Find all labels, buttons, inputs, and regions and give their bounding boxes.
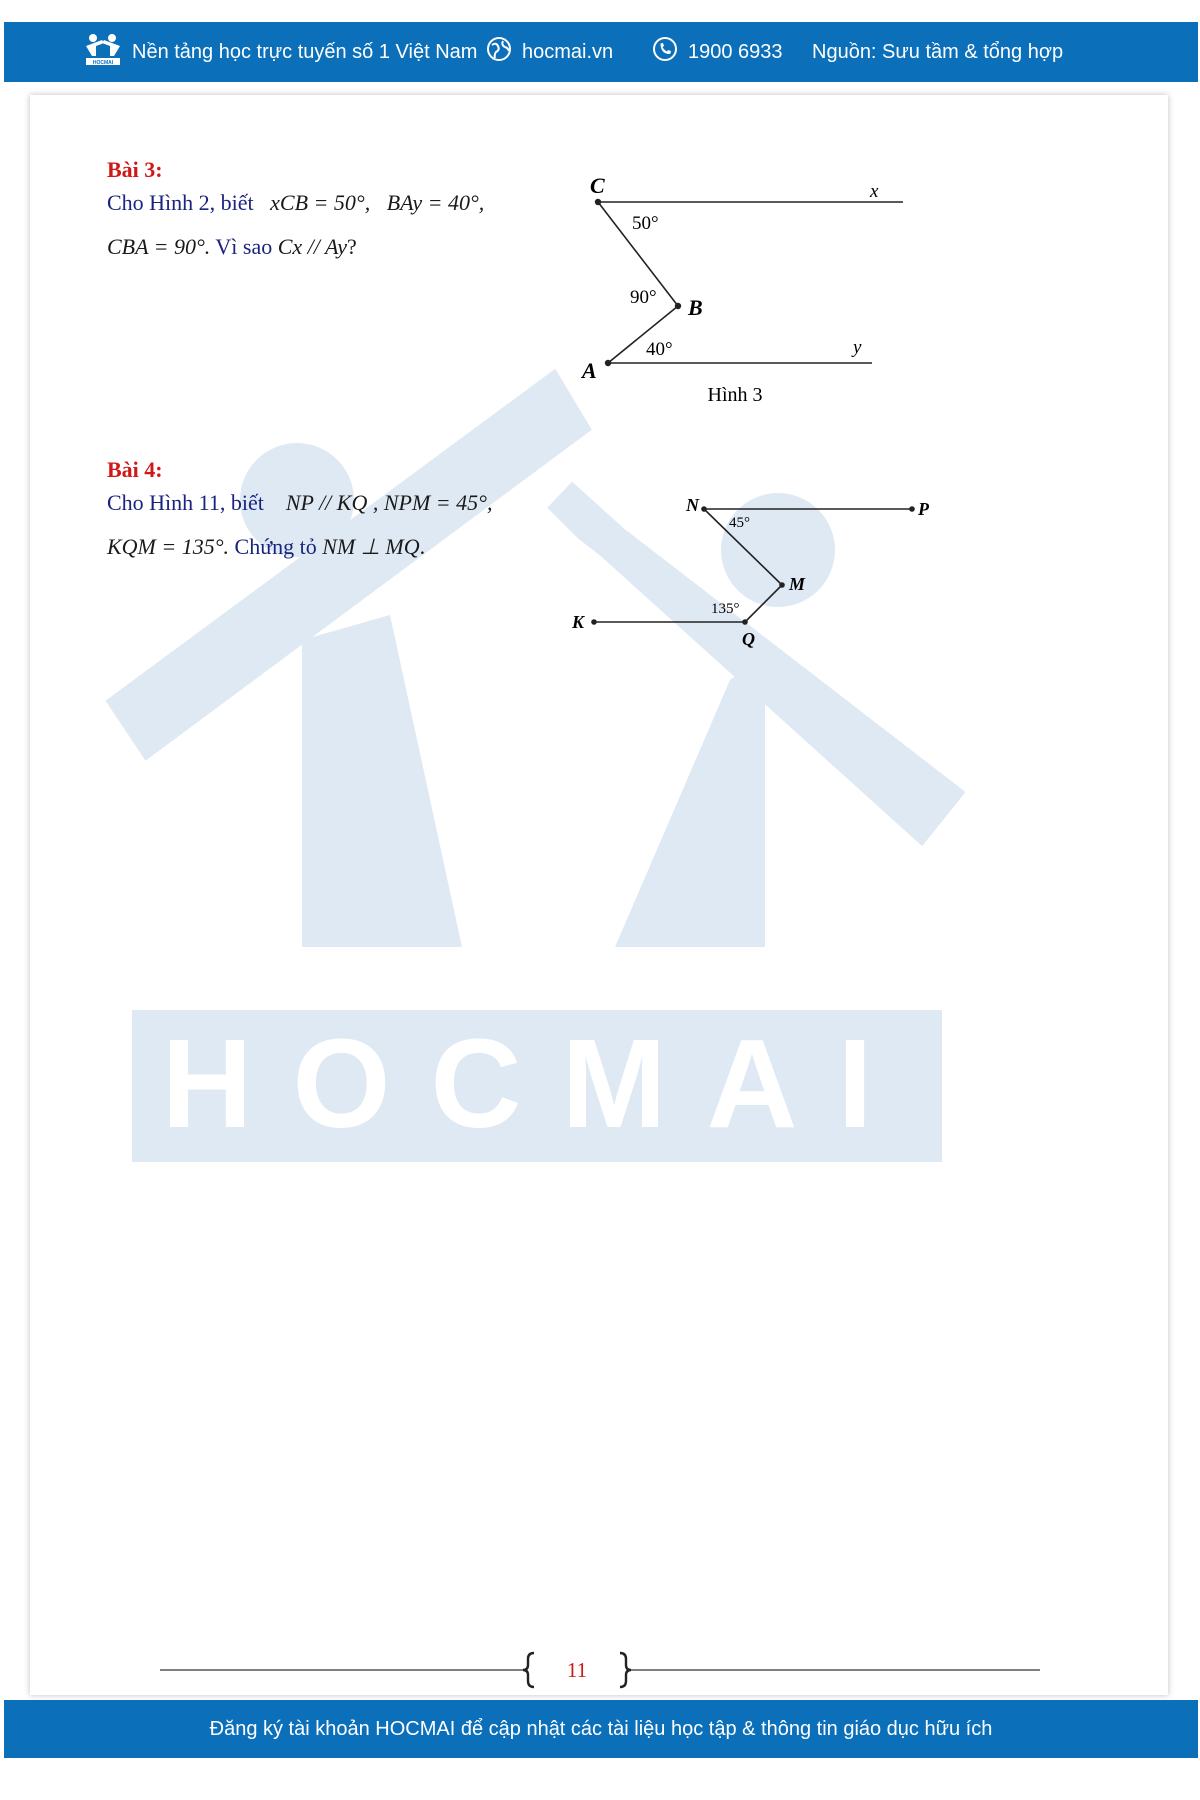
- label-k: K: [572, 612, 585, 632]
- header-phone-link[interactable]: [652, 22, 783, 82]
- label-a: A: [582, 358, 597, 383]
- point-b: [675, 303, 681, 309]
- label-n: N: [686, 495, 699, 515]
- globe-icon: [486, 36, 512, 68]
- logo-text: HOCMAI: [92, 60, 114, 66]
- phone-icon: [652, 36, 678, 68]
- watermark-text: HOCMAI: [161, 1013, 913, 1154]
- header-bar: [4, 22, 1198, 82]
- problem-3-text: [107, 181, 547, 269]
- label-b: B: [688, 295, 703, 320]
- point-k: [591, 619, 597, 625]
- angle-c: 50°: [632, 213, 659, 234]
- problem-4-prove-text: Chứng tỏ: [229, 534, 323, 559]
- problem-3-given-label: Cho Hình 2, biết: [107, 190, 254, 215]
- problem-4-line-2: [107, 525, 547, 569]
- problem-3-question-text: Vì sao: [210, 234, 278, 259]
- header-tagline: Nền tảng học trực tuyến số 1 Việt Nam: [132, 40, 478, 63]
- footer-banner[interactable]: [4, 1700, 1198, 1758]
- brace-left: [523, 1653, 534, 1687]
- problem-4-expr-kqm: KQM = 135°.: [107, 534, 230, 559]
- problem-3-line-2: [107, 225, 547, 269]
- point-c: [595, 199, 601, 205]
- problem-4-given-label: Cho Hình 11, biết: [107, 490, 264, 515]
- brace-right: [620, 1653, 631, 1687]
- angle-a: 40°: [646, 339, 673, 360]
- point-p: [909, 506, 915, 512]
- label-q: Q: [742, 629, 755, 649]
- label-p: P: [918, 499, 929, 519]
- problem-4-expr-given: NP // KQ , NPM = 45°,: [285, 490, 493, 515]
- point-n: [701, 506, 707, 512]
- problem-3-line-1: [107, 181, 547, 225]
- page-number-row: [160, 1645, 1050, 1695]
- hocmai-logo-icon: [84, 32, 122, 72]
- point-m: [779, 582, 785, 588]
- problem-3-expr-cba: CBA = 90°.: [107, 234, 211, 259]
- footer-banner-text: Đăng ký tài khoản HOCMAI để cập nhật các tài liệu học tập & thông tin giáo dục hữu ích: [209, 1717, 993, 1740]
- problem-4-period: .: [419, 534, 426, 559]
- header-source: Nguồn: Sưu tầm & tổng hợp: [812, 40, 1064, 63]
- label-c: C: [590, 173, 605, 198]
- header-brand[interactable]: [84, 22, 477, 82]
- problem-3-expr-xcb: xCB = 50°,: [270, 190, 371, 215]
- problem-4-expr-perpendicular: NM ⊥ MQ: [322, 534, 420, 559]
- figure-3-caption: Hình 3: [707, 384, 763, 406]
- page-number: 11: [566, 1658, 588, 1682]
- point-q: [742, 619, 748, 625]
- problem-3-expr-parallel: Cx // Ay: [277, 234, 347, 259]
- segment-mq: [745, 585, 782, 622]
- angle-b: 90°: [630, 287, 657, 308]
- label-m: M: [789, 574, 806, 594]
- angle-q: 135°: [711, 601, 740, 617]
- header-phone: 1900 6933: [688, 40, 783, 63]
- document-page: [30, 95, 1168, 1695]
- label-y: y: [853, 337, 862, 358]
- problem-4-line-1: [107, 481, 547, 525]
- point-a: [605, 360, 611, 366]
- problem-3-question-mark: ?: [347, 234, 357, 259]
- problem-3-expr-bay: BAy = 40°,: [386, 190, 485, 215]
- label-x: x: [870, 181, 879, 202]
- header-website-link[interactable]: [486, 22, 613, 82]
- problem-4-title: Bài 4:: [107, 457, 163, 482]
- header-website: hocmai.vn: [522, 40, 614, 63]
- problem-4-text: [107, 481, 547, 569]
- figure-4-diagram: [560, 483, 940, 673]
- angle-n: 45°: [729, 515, 750, 531]
- figure-3-diagram: [570, 173, 940, 413]
- problem-3-title: Bài 3:: [107, 157, 163, 182]
